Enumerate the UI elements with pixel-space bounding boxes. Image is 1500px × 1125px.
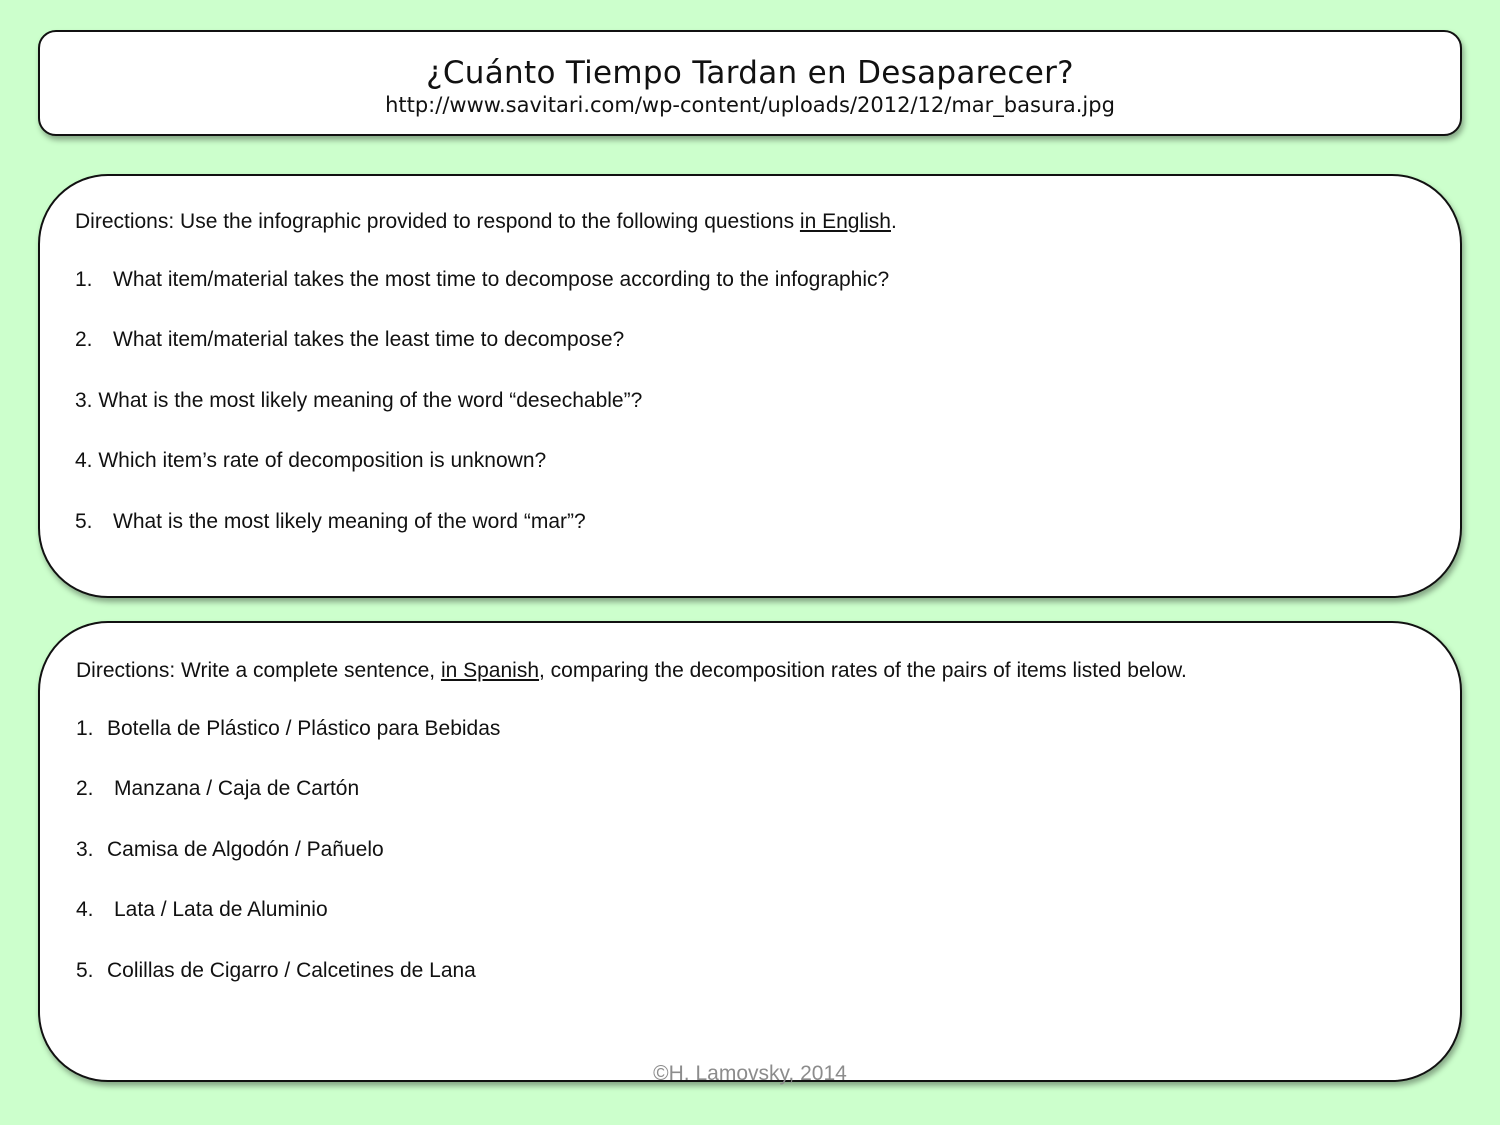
english-question-3 [75, 388, 642, 414]
question-text: What is the most likely meaning of the word “desechable”? [98, 389, 643, 412]
item-number: 3. [76, 838, 94, 861]
item-text: Lata / Lata de Aluminio [114, 898, 328, 921]
spanish-item-5 [76, 958, 476, 984]
item-number: 2. [76, 777, 94, 800]
english-question-2 [75, 327, 624, 353]
english-question-4 [75, 448, 546, 474]
copyright-footer: ©H. Lamovsky, 2014 [653, 1062, 847, 1085]
directions-text: Directions: Write a complete sentence, [76, 659, 441, 682]
question-text: Which item’s rate of decomposition is unknown? [98, 449, 547, 472]
spanish-item-2 [76, 776, 359, 802]
item-text: Camisa de Algodón / Pañuelo [107, 838, 384, 861]
item-text: Manzana / Caja de Cartón [114, 777, 360, 800]
item-text: Colillas de Cigarro / Calcetines de Lana [107, 959, 476, 982]
directions-end: , comparing the decomposition rates of the pairs of items listed below. [539, 659, 1187, 682]
directions-end: . [890, 210, 897, 233]
item-number: 5. [76, 959, 94, 982]
question-number: 2. [75, 328, 93, 351]
spanish-item-1 [76, 716, 500, 742]
page-title: ¿Cuánto Tiempo Tardan en Desaparecer? [426, 55, 1074, 91]
directions-emphasis: in English [799, 210, 891, 233]
spanish-item-4 [76, 897, 328, 923]
english-directions [75, 209, 897, 235]
question-number: 4. [75, 449, 93, 472]
directions-emphasis: in Spanish [440, 659, 540, 682]
english-question-1 [75, 267, 889, 293]
item-number: 1. [76, 717, 94, 740]
item-number: 4. [76, 898, 94, 921]
question-text: What item/material takes the most time to decompose according to the infographic? [113, 268, 890, 291]
english-questions-box [38, 174, 1462, 598]
question-number: 5. [75, 510, 93, 533]
item-text: Botella de Plástico / Plástico para Bebidas [107, 717, 501, 740]
english-question-5 [75, 509, 586, 535]
spanish-item-3 [76, 837, 384, 863]
question-text: What is the most likely meaning of the word “mar”? [113, 510, 586, 533]
spanish-directions [76, 658, 1187, 684]
question-text: What item/material takes the least time to decompose? [113, 328, 625, 351]
question-number: 3. [75, 389, 93, 412]
source-url: http://www.savitari.com/wp-content/uploads/2012/12/mar_basura.jpg [385, 93, 1115, 117]
question-number: 1. [75, 268, 93, 291]
title-box [38, 30, 1462, 136]
spanish-items-box [38, 621, 1462, 1082]
directions-text: Directions: Use the infographic provided to respond to the following questions [75, 210, 800, 233]
